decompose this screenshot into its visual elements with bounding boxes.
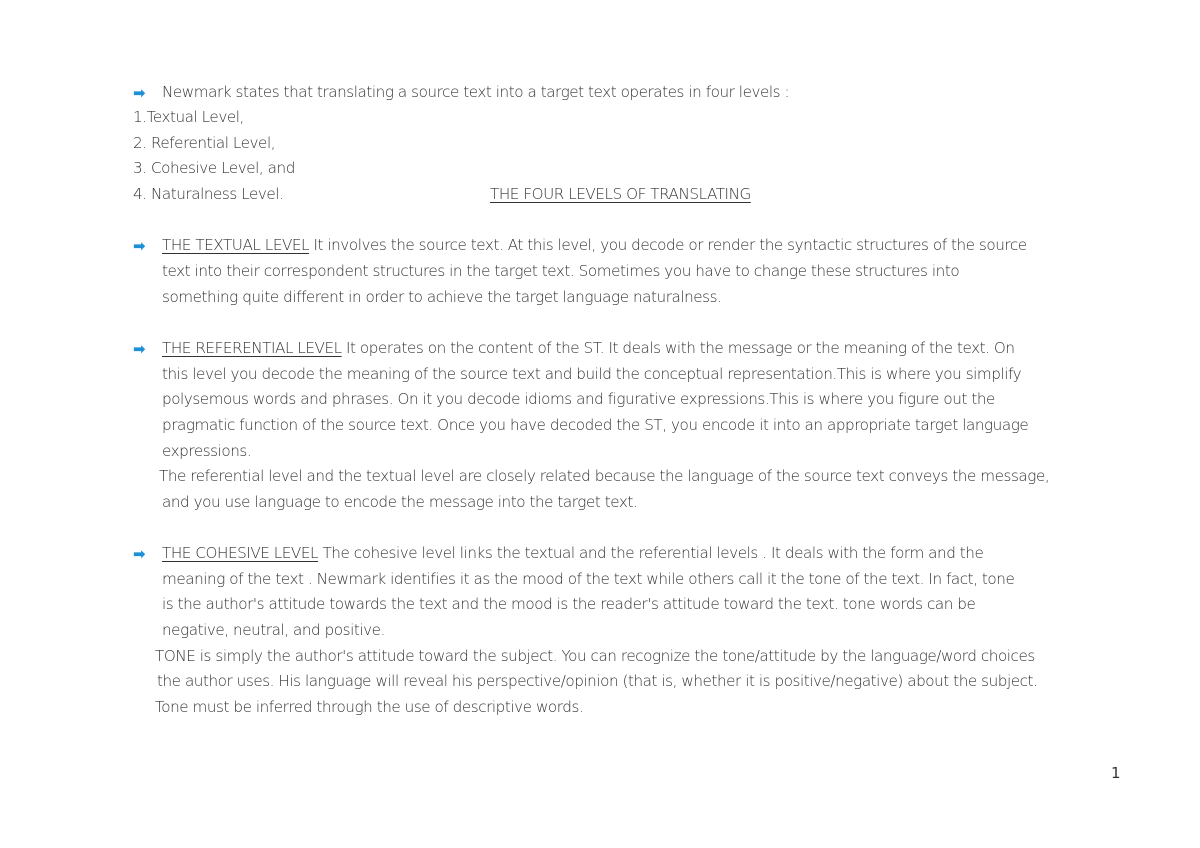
level-item: 3. Cohesive Level, and [133,159,295,177]
textual-line: It involves the source text. At this level, you decode or render the syntactic structures of the source [313,236,1027,254]
referential-note-line: and you use language to encode the message into the target text. [162,493,638,511]
textual-line: something quite different in order to achieve the target language naturalness. [162,288,722,306]
cohesive-line: is the author's attitude towards the text and the mood is the reader's attitude toward the text. tone words can be [162,595,976,613]
referential-heading: THE REFERENTIAL LEVEL [162,339,342,357]
cohesive-line: The cohesive level links the textual and the referential levels . It deals with the form and the [322,544,984,562]
cohesive-line: meaning of the text . Newmark identifies it as the mood of the text while others call it the tone of the text. In fact, tone [162,570,1015,588]
referential-line: pragmatic function of the source text. Once you have decoded the ST, you encode it into an appropriate target language [162,416,1029,434]
textual-first-line [162,235,1027,255]
intro-statement: Newmark states that translating a source text into a target text operates in four levels : [162,83,790,101]
tone-line: TONE is simply the author's attitude toward the subject. You can recognize the tone/attitude by the language/word choices [155,647,1035,665]
referential-line: this level you decode the meaning of the source text and build the conceptual representation.This is where you simplify [162,365,1022,383]
referential-line: expressions. [162,442,252,460]
arrow-right-icon: ➡ [133,237,146,255]
level-item: 1.Textual Level, [133,108,244,126]
cohesive-first-line [162,543,983,563]
arrow-right-icon: ➡ [133,545,146,563]
cohesive-heading: THE COHESIVE LEVEL [162,544,319,562]
level-item: 4. Naturalness Level. [133,185,284,203]
arrow-right-icon: ➡ [133,340,146,358]
level-item: 2. Referential Level, [133,134,276,152]
cohesive-line: negative, neutral, and positive. [162,621,385,639]
referential-first-line [162,338,1015,358]
page-number: 1 [1111,764,1121,782]
textual-heading: THE TEXTUAL LEVEL [162,236,310,254]
referential-line: polysemous words and phrases. On it you decode idioms and figurative expressions.This is where you figure out the [162,390,995,408]
arrow-right-icon: ➡ [133,84,146,102]
tone-line: Tone must be inferred through the use of descriptive words. [155,698,584,716]
referential-note-line: The referential level and the textual level are closely related because the language of the source text conveys the message, [159,467,1050,485]
tone-line: the author uses. His language will reveal his perspective/opinion (that is, whether it is positive/negative) about the subject. [157,672,1038,690]
referential-line: It operates on the content of the ST. It deals with the message or the meaning of the text. On [346,339,1015,357]
textual-line: text into their correspondent structures in the target text. Sometimes you have to change these structures into [162,262,960,280]
document-title: THE FOUR LEVELS OF TRANSLATING [490,185,751,203]
